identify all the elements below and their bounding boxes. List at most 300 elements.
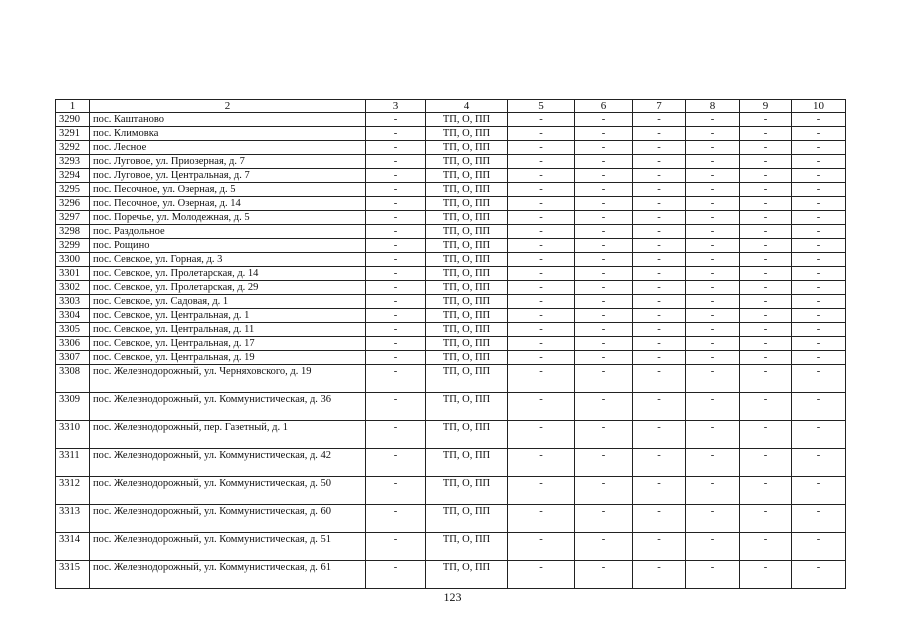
table-cell: - [686, 155, 740, 169]
table-cell: - [686, 295, 740, 309]
column-header: 3 [366, 100, 426, 113]
table-cell: - [740, 281, 792, 295]
table-row [56, 337, 846, 351]
table-row [56, 421, 846, 449]
table-cell: ТП, О, ПП [426, 281, 508, 295]
table-cell: - [366, 477, 426, 505]
table-row [56, 211, 846, 225]
table-cell: 3293 [56, 155, 90, 169]
table-cell: - [633, 351, 686, 365]
table-cell: пос. Железнодорожный, пер. Газетный, д. 1 [90, 421, 366, 449]
table-cell: 3290 [56, 113, 90, 127]
table-cell: - [686, 449, 740, 477]
table-cell: 3315 [56, 561, 90, 589]
table-cell: - [508, 449, 575, 477]
table-cell: - [740, 141, 792, 155]
table-cell: - [366, 323, 426, 337]
table-cell: 3295 [56, 183, 90, 197]
table-cell: - [508, 561, 575, 589]
table-cell: пос. Севское, ул. Центральная, д. 19 [90, 351, 366, 365]
table-cell: пос. Севское, ул. Центральная, д. 1 [90, 309, 366, 323]
table-cell: - [366, 183, 426, 197]
table-cell: - [792, 323, 846, 337]
table-cell: - [575, 183, 633, 197]
table-cell: 3309 [56, 393, 90, 421]
table-cell: - [686, 309, 740, 323]
table-cell: - [792, 561, 846, 589]
table-cell: ТП, О, ПП [426, 155, 508, 169]
table-cell: - [792, 169, 846, 183]
table-row [56, 393, 846, 421]
table-cell: ТП, О, ПП [426, 141, 508, 155]
table-cell: - [740, 169, 792, 183]
table-cell: - [633, 477, 686, 505]
table-row [56, 267, 846, 281]
table-cell: - [366, 253, 426, 267]
table-cell: - [366, 267, 426, 281]
table-row [56, 281, 846, 295]
table-cell: - [366, 421, 426, 449]
table-cell: - [633, 169, 686, 183]
table-cell: - [686, 477, 740, 505]
table-row [56, 295, 846, 309]
table-cell: - [633, 533, 686, 561]
table-row [56, 533, 846, 561]
table-row [56, 141, 846, 155]
table-cell: пос. Климовка [90, 127, 366, 141]
table-cell: - [792, 113, 846, 127]
table-cell: пос. Севское, ул. Садовая, д. 1 [90, 295, 366, 309]
table-cell: - [366, 351, 426, 365]
table-row [56, 323, 846, 337]
table-cell: 3305 [56, 323, 90, 337]
table-cell: - [740, 183, 792, 197]
table-row [56, 449, 846, 477]
table-cell: 3292 [56, 141, 90, 155]
table-row [56, 113, 846, 127]
column-header: 8 [686, 100, 740, 113]
table-cell: - [740, 113, 792, 127]
column-header: 6 [575, 100, 633, 113]
table-row [56, 309, 846, 323]
table-cell: пос. Железнодорожный, ул. Черняховского, д. 19 [90, 365, 366, 393]
table-cell: 3310 [56, 421, 90, 449]
table-cell: - [740, 211, 792, 225]
table-row [56, 239, 846, 253]
header-row [56, 100, 846, 113]
table-cell: - [366, 449, 426, 477]
table-cell: - [792, 393, 846, 421]
table-cell: пос. Севское, ул. Центральная, д. 17 [90, 337, 366, 351]
table-cell: - [740, 337, 792, 351]
table-cell: пос. Песочное, ул. Озерная, д. 5 [90, 183, 366, 197]
table-cell: 3302 [56, 281, 90, 295]
table-cell: - [792, 239, 846, 253]
column-header: 9 [740, 100, 792, 113]
table-cell: - [508, 393, 575, 421]
table-cell: - [792, 211, 846, 225]
table-cell: - [633, 309, 686, 323]
table-cell: - [792, 197, 846, 211]
table-cell: ТП, О, ПП [426, 225, 508, 239]
table-cell: - [366, 155, 426, 169]
table-cell: 3296 [56, 197, 90, 211]
table-cell: ТП, О, ПП [426, 253, 508, 267]
table-cell: ТП, О, ПП [426, 561, 508, 589]
table-cell: 3297 [56, 211, 90, 225]
table-cell: - [575, 239, 633, 253]
table-cell: 3303 [56, 295, 90, 309]
table-cell: ТП, О, ПП [426, 337, 508, 351]
column-header: 1 [56, 100, 90, 113]
table-cell: 3294 [56, 169, 90, 183]
table-cell: - [686, 267, 740, 281]
table-row [56, 169, 846, 183]
table-cell: 3300 [56, 253, 90, 267]
table-cell: - [686, 365, 740, 393]
table-cell: - [740, 295, 792, 309]
table-cell: - [633, 281, 686, 295]
table-cell: ТП, О, ПП [426, 267, 508, 281]
table-cell: - [366, 393, 426, 421]
table-cell: - [740, 505, 792, 533]
table-cell: - [366, 533, 426, 561]
table-cell: пос. Железнодорожный, ул. Коммунистическая, д. 36 [90, 393, 366, 421]
table-cell: - [575, 477, 633, 505]
table-cell: - [575, 351, 633, 365]
table-cell: - [575, 113, 633, 127]
table-cell: пос. Песочное, ул. Озерная, д. 14 [90, 197, 366, 211]
table-cell: - [575, 267, 633, 281]
table-cell: - [686, 211, 740, 225]
table-cell: - [740, 393, 792, 421]
table-cell: - [792, 365, 846, 393]
table-cell: - [366, 225, 426, 239]
table-cell: - [686, 141, 740, 155]
table-row [56, 253, 846, 267]
table-cell: - [686, 113, 740, 127]
table-cell: - [686, 323, 740, 337]
table-cell: - [575, 337, 633, 351]
table-header [56, 100, 846, 113]
table-cell: - [740, 155, 792, 169]
table-cell: 3308 [56, 365, 90, 393]
table-cell: - [575, 449, 633, 477]
table-cell: - [633, 337, 686, 351]
table-row [56, 127, 846, 141]
table-cell: - [508, 477, 575, 505]
table-row [56, 365, 846, 393]
table-cell: - [633, 211, 686, 225]
table-cell: - [366, 239, 426, 253]
table-cell: - [633, 239, 686, 253]
table-cell: - [575, 281, 633, 295]
table-cell: - [575, 127, 633, 141]
table-cell: - [792, 281, 846, 295]
table-cell: пос. Железнодорожный, ул. Коммунистическая, д. 50 [90, 477, 366, 505]
table-cell: - [686, 393, 740, 421]
table-cell: 3311 [56, 449, 90, 477]
table-cell: - [792, 421, 846, 449]
table-cell: - [792, 141, 846, 155]
table-cell: - [575, 253, 633, 267]
table-cell: - [792, 253, 846, 267]
table-cell: - [366, 295, 426, 309]
table-cell: - [740, 225, 792, 239]
table-cell: - [740, 127, 792, 141]
table-cell: ТП, О, ПП [426, 113, 508, 127]
table-cell: - [686, 337, 740, 351]
table-cell: - [575, 365, 633, 393]
table-cell: - [792, 295, 846, 309]
table-cell: - [740, 197, 792, 211]
table-cell: - [508, 113, 575, 127]
table-cell: - [508, 505, 575, 533]
table-cell: - [508, 183, 575, 197]
table-cell: - [366, 141, 426, 155]
table-cell: - [575, 211, 633, 225]
table-cell: 3307 [56, 351, 90, 365]
table-cell: - [508, 253, 575, 267]
table-cell: - [740, 323, 792, 337]
table-cell: - [508, 281, 575, 295]
table-cell: - [792, 225, 846, 239]
table-cell: пос. Железнодорожный, ул. Коммунистическая, д. 61 [90, 561, 366, 589]
table-cell: - [508, 309, 575, 323]
table-cell: ТП, О, ПП [426, 351, 508, 365]
table-cell: пос. Каштаново [90, 113, 366, 127]
table-cell: - [686, 281, 740, 295]
table-cell: 3312 [56, 477, 90, 505]
table-cell: - [366, 365, 426, 393]
table-cell: - [575, 225, 633, 239]
table-cell: - [633, 253, 686, 267]
table-cell: - [508, 267, 575, 281]
table-cell: - [792, 267, 846, 281]
table-cell: пос. Железнодорожный, ул. Коммунистическая, д. 51 [90, 533, 366, 561]
table-cell: 3306 [56, 337, 90, 351]
table-cell: - [366, 113, 426, 127]
table-cell: - [366, 561, 426, 589]
table-cell: - [740, 421, 792, 449]
column-header: 10 [792, 100, 846, 113]
table-cell: - [633, 113, 686, 127]
table-cell: ТП, О, ПП [426, 533, 508, 561]
table-cell: - [740, 449, 792, 477]
table-cell: ТП, О, ПП [426, 183, 508, 197]
table-cell: - [575, 561, 633, 589]
table-cell: - [575, 309, 633, 323]
table-cell: - [508, 141, 575, 155]
table-cell: - [686, 239, 740, 253]
table-cell: - [508, 155, 575, 169]
table-cell: - [575, 533, 633, 561]
table-cell: - [633, 155, 686, 169]
table-cell: - [792, 309, 846, 323]
table-cell: - [508, 295, 575, 309]
table-cell: - [366, 211, 426, 225]
table-cell: ТП, О, ПП [426, 449, 508, 477]
table-cell: - [686, 561, 740, 589]
table-cell: ТП, О, ПП [426, 477, 508, 505]
table-cell: - [575, 421, 633, 449]
data-table [55, 99, 846, 589]
table-cell: - [633, 295, 686, 309]
table-cell: - [633, 127, 686, 141]
table-cell: - [508, 225, 575, 239]
column-header: 7 [633, 100, 686, 113]
table-cell: ТП, О, ПП [426, 169, 508, 183]
table-cell: - [740, 239, 792, 253]
table-cell: - [740, 309, 792, 323]
table-cell: 3298 [56, 225, 90, 239]
table-cell: пос. Раздольное [90, 225, 366, 239]
table-cell: - [575, 505, 633, 533]
table-cell: пос. Севское, ул. Пролетарская, д. 29 [90, 281, 366, 295]
table-cell: ТП, О, ПП [426, 365, 508, 393]
table-cell: - [508, 323, 575, 337]
table-cell: - [686, 533, 740, 561]
table-cell: - [792, 533, 846, 561]
table-cell: - [366, 169, 426, 183]
table-cell: - [792, 477, 846, 505]
table-cell: 3304 [56, 309, 90, 323]
table-cell: - [792, 449, 846, 477]
table-cell: - [633, 393, 686, 421]
table-cell: пос. Железнодорожный, ул. Коммунистическая, д. 60 [90, 505, 366, 533]
table-cell: - [575, 155, 633, 169]
table-cell: ТП, О, ПП [426, 309, 508, 323]
table-cell: пос. Луговое, ул. Приозерная, д. 7 [90, 155, 366, 169]
table-cell: - [686, 225, 740, 239]
table-cell: - [792, 127, 846, 141]
table-cell: - [686, 421, 740, 449]
table-row [56, 225, 846, 239]
table-cell: - [508, 127, 575, 141]
table-cell: ТП, О, ПП [426, 421, 508, 449]
table-cell: ТП, О, ПП [426, 505, 508, 533]
table-row [56, 561, 846, 589]
table-cell: - [740, 351, 792, 365]
table-cell: - [792, 505, 846, 533]
table-body [56, 113, 846, 589]
table-cell: - [740, 253, 792, 267]
table-cell: 3301 [56, 267, 90, 281]
table-cell: 3291 [56, 127, 90, 141]
table-cell: - [792, 337, 846, 351]
table-cell: - [366, 505, 426, 533]
table-cell: - [508, 421, 575, 449]
table-cell: - [686, 351, 740, 365]
table-cell: - [575, 393, 633, 421]
table-cell: - [633, 225, 686, 239]
table-cell: - [633, 323, 686, 337]
table-cell: пос. Севское, ул. Пролетарская, д. 14 [90, 267, 366, 281]
table-row [56, 197, 846, 211]
table-cell: ТП, О, ПП [426, 323, 508, 337]
table-cell: - [575, 323, 633, 337]
table-row [56, 155, 846, 169]
table-row [56, 351, 846, 365]
table-cell: - [633, 561, 686, 589]
table-cell: - [740, 267, 792, 281]
table-cell: ТП, О, ПП [426, 393, 508, 421]
table-cell: - [366, 127, 426, 141]
table-cell: - [633, 449, 686, 477]
table-cell: пос. Севское, ул. Горная, д. 3 [90, 253, 366, 267]
table-cell: - [686, 127, 740, 141]
table-cell: - [740, 365, 792, 393]
table-cell: - [633, 421, 686, 449]
column-header: 5 [508, 100, 575, 113]
table-cell: - [686, 183, 740, 197]
table-cell: - [508, 533, 575, 561]
table-cell: пос. Севское, ул. Центральная, д. 11 [90, 323, 366, 337]
table-cell: - [740, 533, 792, 561]
table-cell: - [740, 561, 792, 589]
column-header: 4 [426, 100, 508, 113]
table-cell: - [508, 337, 575, 351]
table-cell: - [633, 267, 686, 281]
table-cell: 3299 [56, 239, 90, 253]
table-cell: - [792, 351, 846, 365]
table-cell: - [508, 197, 575, 211]
table-cell: - [508, 169, 575, 183]
table-cell: - [686, 169, 740, 183]
table-cell: - [633, 141, 686, 155]
table-cell: - [633, 365, 686, 393]
table-cell: ТП, О, ПП [426, 211, 508, 225]
table-cell: - [740, 477, 792, 505]
table-cell: - [508, 365, 575, 393]
table-cell: - [575, 169, 633, 183]
table-row [56, 477, 846, 505]
table-cell: пос. Рощино [90, 239, 366, 253]
table-cell: - [366, 197, 426, 211]
table-cell: - [508, 211, 575, 225]
page-number: 123 [443, 590, 462, 604]
table-cell: 3314 [56, 533, 90, 561]
table-cell: - [686, 197, 740, 211]
table-cell: ТП, О, ПП [426, 127, 508, 141]
column-header: 2 [90, 100, 366, 113]
table-cell: 3313 [56, 505, 90, 533]
table-cell: ТП, О, ПП [426, 197, 508, 211]
table-cell: - [366, 337, 426, 351]
table-cell: - [633, 197, 686, 211]
table-cell: - [366, 309, 426, 323]
table-cell: - [508, 239, 575, 253]
table-cell: - [633, 183, 686, 197]
table-cell: пос. Железнодорожный, ул. Коммунистическая, д. 42 [90, 449, 366, 477]
table-cell: - [508, 351, 575, 365]
table-cell: - [792, 183, 846, 197]
table-cell: - [792, 155, 846, 169]
table-cell: ТП, О, ПП [426, 295, 508, 309]
table-cell: пос. Луговое, ул. Центральная, д. 7 [90, 169, 366, 183]
table-cell: - [575, 141, 633, 155]
table-cell: - [575, 197, 633, 211]
table-cell: - [575, 295, 633, 309]
table-cell: - [686, 253, 740, 267]
table-cell: пос. Лесное [90, 141, 366, 155]
table-cell: - [633, 505, 686, 533]
table-cell: ТП, О, ПП [426, 239, 508, 253]
table-cell: - [686, 505, 740, 533]
table-row [56, 505, 846, 533]
table-cell: - [366, 281, 426, 295]
table-cell: пос. Поречье, ул. Молодежная, д. 5 [90, 211, 366, 225]
